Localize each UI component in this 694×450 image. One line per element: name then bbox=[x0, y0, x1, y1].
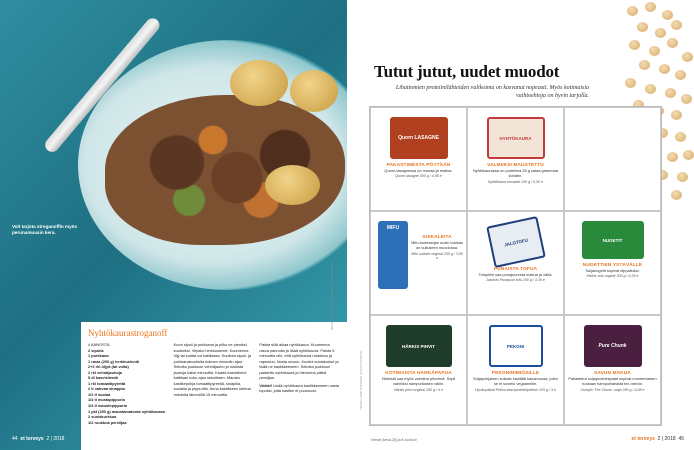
soybean bbox=[655, 28, 666, 38]
tip bbox=[259, 383, 340, 394]
product-package: MIFU bbox=[378, 221, 408, 289]
product-package: Pure Chunk bbox=[584, 325, 642, 367]
product-card bbox=[467, 315, 564, 425]
soybean bbox=[629, 40, 640, 50]
product-price: Quorn lasagne 300 g / 4,95 e bbox=[395, 174, 442, 179]
ingredient: 2 tl vahvaa sinappia bbox=[88, 386, 125, 392]
product-package: NYHTÖKAURA bbox=[487, 117, 545, 159]
servings: 4 ANNOSTA bbox=[88, 342, 110, 347]
product-desc: Mifu-tuotesarjan uusin tulokas on suikaleen muodossa. bbox=[411, 240, 463, 251]
product-name: PEKONINIMIÖSILLE bbox=[491, 371, 540, 376]
photo-credit: KUVAT: ROBERT MUUKKONEN JA VALMISTAJAT bbox=[330, 261, 334, 330]
ingredient: 5 dl kasvislientä bbox=[88, 375, 118, 381]
product-desc: Soijapohjainen suikale sisältää kanamunaa, joten se ei sovellu vegaaneille. bbox=[472, 376, 558, 387]
ingredient: 1 rkl tomaattipyrettä bbox=[88, 380, 126, 386]
product-desc: Quorn-lasagnessa on munaa ja maitoa. bbox=[384, 168, 453, 173]
product-name: NUGETTIEN YSTÄVÄLLE bbox=[582, 263, 643, 268]
ingredient: 1 porkkana bbox=[88, 353, 109, 359]
potato-photo bbox=[230, 60, 288, 106]
product-package: PEKONI bbox=[489, 325, 543, 367]
ingredient: 2 suolakurkkua bbox=[88, 414, 117, 420]
soybean bbox=[667, 152, 678, 162]
product-name: SAVUN MAKUA bbox=[594, 371, 631, 376]
price-note: Hinnat (kesä-18) ja K-ruoka.fi bbox=[371, 438, 417, 442]
soybean bbox=[667, 38, 678, 48]
product-name: SUIKALEITA bbox=[422, 235, 452, 240]
product-desc: Nyhtökaurassa on proteiinia 28 g sataa grammaa kohden. bbox=[473, 168, 558, 179]
page-number: 44 bbox=[12, 436, 18, 442]
magazine-name: et terveys bbox=[20, 436, 44, 442]
ingredient: 2+2 rkl öljyä (tai voita) bbox=[88, 364, 129, 370]
soybean bbox=[639, 60, 650, 70]
soybean bbox=[645, 2, 656, 12]
footer-right bbox=[632, 436, 684, 442]
ingredient: 1 pkt (250 g) maustamatonta nyhtökauraa bbox=[88, 408, 165, 414]
right-page bbox=[347, 0, 694, 450]
product-package: Quorn LASAGNE bbox=[390, 117, 448, 159]
product-price: Härkis tofu nugetit 300 g / 4,25 e bbox=[586, 274, 639, 279]
soybean bbox=[662, 10, 673, 20]
product-name: PAKASTIMESTA PÖYTÄÄN bbox=[386, 163, 451, 168]
product-price: Oumph! The Chunk -soija 280 g / 4,98 e bbox=[580, 387, 645, 392]
ingredient: 2 rkl vehnäjauhoja bbox=[88, 369, 122, 375]
recipe-title: Nyhtökaurastroganoff bbox=[88, 328, 168, 338]
method-column-2 bbox=[259, 342, 340, 425]
product-card bbox=[467, 211, 564, 315]
soybean bbox=[671, 110, 682, 120]
issue: 2 | 2018 bbox=[46, 436, 65, 442]
product-card bbox=[564, 211, 661, 315]
product-card bbox=[370, 315, 467, 425]
product-package: HÄRKIS PIHVIT bbox=[386, 325, 452, 367]
soybean bbox=[675, 132, 686, 142]
product-card bbox=[564, 315, 661, 425]
product-price: Jalotofu Punajuuri tofu 250 g / 3,30 e bbox=[486, 278, 545, 283]
ingredient: 1/2 ruukkua persiljaa bbox=[88, 419, 127, 425]
soybean bbox=[637, 22, 648, 32]
method-column-1 bbox=[174, 342, 255, 425]
method-text: Paista sillä aikaa nyhtökaura. Kuumenna rasva pannulla ja lisää nyhtökaura. Paista 5 minuuttia niin, että nyhtökaura ruskistuu ja rapeutuu. Nosta sivuun. Kuutioi suolakurkut ja lisää ne kastikkeeseen. Sekoita joukkoon paistettu nyhtökaura ja hienonna pätkä persiljaa. bbox=[259, 342, 339, 381]
tip-label: Vinkki! bbox=[259, 382, 273, 388]
soybean bbox=[681, 94, 692, 104]
soybean bbox=[675, 70, 686, 80]
method-text: Kuori sipuli ja porkkana ja pilko ne pieniksi kuutioiksi. Viipaloi herkkusienet. Kuumenna öljy tai sulata voi kattilassa. Kuullota sipuli- ja porkkanakuutioita kolmen minuutin ajan. Sekoita joukkoon vehnäjauho ja ruskista jauhoja kaksi minuuttia. Kaada kasvisliemi kattilaan koko ajan sekoittaen. Mausta kastikepohja tomaattipyreellä, sinapilla, suolalla ja pippurilla. Anna kastikkeen kiehua miedolla lämmöllä 15 minuuttia. bbox=[173, 342, 252, 397]
product-card bbox=[467, 107, 564, 211]
text-credit: TEKSTI: ANNI PASANEN JA PÄIVI KIVISTÖ bbox=[359, 350, 363, 410]
product-package: NUGETIT bbox=[582, 221, 644, 259]
soybean bbox=[625, 78, 636, 88]
ingredient: 1/4 tl maustepippuria bbox=[88, 403, 127, 409]
tip-text: Lisää nyhtökaura kastikkeeseen vasta lopuksi, jotta kastike ei puuroudu. bbox=[259, 382, 339, 394]
product-price: Hyväsydänä Pekku kasviproteiinipekoni 125 g / 3 e bbox=[474, 387, 557, 392]
soybean bbox=[682, 52, 693, 62]
product-desc: Pakastetut soijaproteiinipalat sopivat moneenlaisen ruokaan hampurilaisista tex-mexiin. bbox=[568, 376, 657, 387]
headline: Tutut jutut, uudet muodot bbox=[374, 62, 560, 81]
soybean bbox=[677, 172, 688, 182]
product-desc: Soijanugetit sopivat dippailuksi. bbox=[585, 268, 640, 273]
ingredient: 1/2 tl suolaa bbox=[88, 391, 111, 397]
soybean bbox=[627, 6, 638, 16]
potato-photo bbox=[290, 70, 338, 112]
product-price: Nyhtökaura tomaatti 240 g / 6,60 e bbox=[487, 179, 544, 184]
product-card bbox=[370, 107, 467, 211]
product-name: VALMIIKSI MAUSTETTU bbox=[487, 163, 544, 168]
soybean bbox=[665, 88, 676, 98]
product-card bbox=[370, 211, 467, 315]
footer-left bbox=[12, 436, 64, 442]
product-price: Härkis pihvi original 250 g / 4 e bbox=[393, 387, 444, 392]
issue: 2 | 2018 bbox=[657, 436, 676, 442]
ingredient: 1 rasia (200 g) herkkusieniä bbox=[88, 358, 139, 364]
intro-text: Lihattomien proteiinilähteiden valikoima on kasvanut nopeasti. Myös kotimaisia vaihtoehtoja on hyvin tarjolla. bbox=[395, 85, 589, 100]
product-name: KOTIMAISTA HÄRKÄPAPUA bbox=[385, 371, 452, 376]
product-desc: Härkisiä saa myös valmiina pihveinä. Sopii valmiiksi hampurilaisen väliin. bbox=[381, 376, 456, 387]
ingredient: 2 sipulia bbox=[88, 347, 104, 353]
product-name: PUNAISTA TOFUA bbox=[493, 267, 538, 272]
product-package: JALOTOFU bbox=[486, 216, 546, 268]
soybean bbox=[683, 150, 694, 160]
soybean bbox=[659, 64, 670, 74]
page-number: 45 bbox=[678, 436, 684, 442]
ingredients-column bbox=[88, 342, 169, 425]
product-price: Mifu suikale original 250 g / 3,85 e bbox=[411, 251, 463, 260]
soybean bbox=[649, 46, 660, 56]
product-card-empty bbox=[564, 107, 661, 211]
recipe-box bbox=[81, 322, 347, 450]
product-grid bbox=[369, 106, 662, 426]
product-desc: Tofuphiin saa punajuuresta makua ja väriä. bbox=[478, 272, 553, 277]
soybean bbox=[671, 20, 682, 30]
potato-photo bbox=[265, 165, 320, 205]
soybean bbox=[671, 190, 682, 200]
soybean bbox=[645, 84, 656, 94]
magazine-name: et terveys bbox=[631, 436, 655, 442]
photo-caption: Voit tarjota stroganoffin myös perunamuusin kera. bbox=[12, 224, 77, 236]
ingredient: 1/4 tl mustapippuria bbox=[88, 397, 125, 403]
